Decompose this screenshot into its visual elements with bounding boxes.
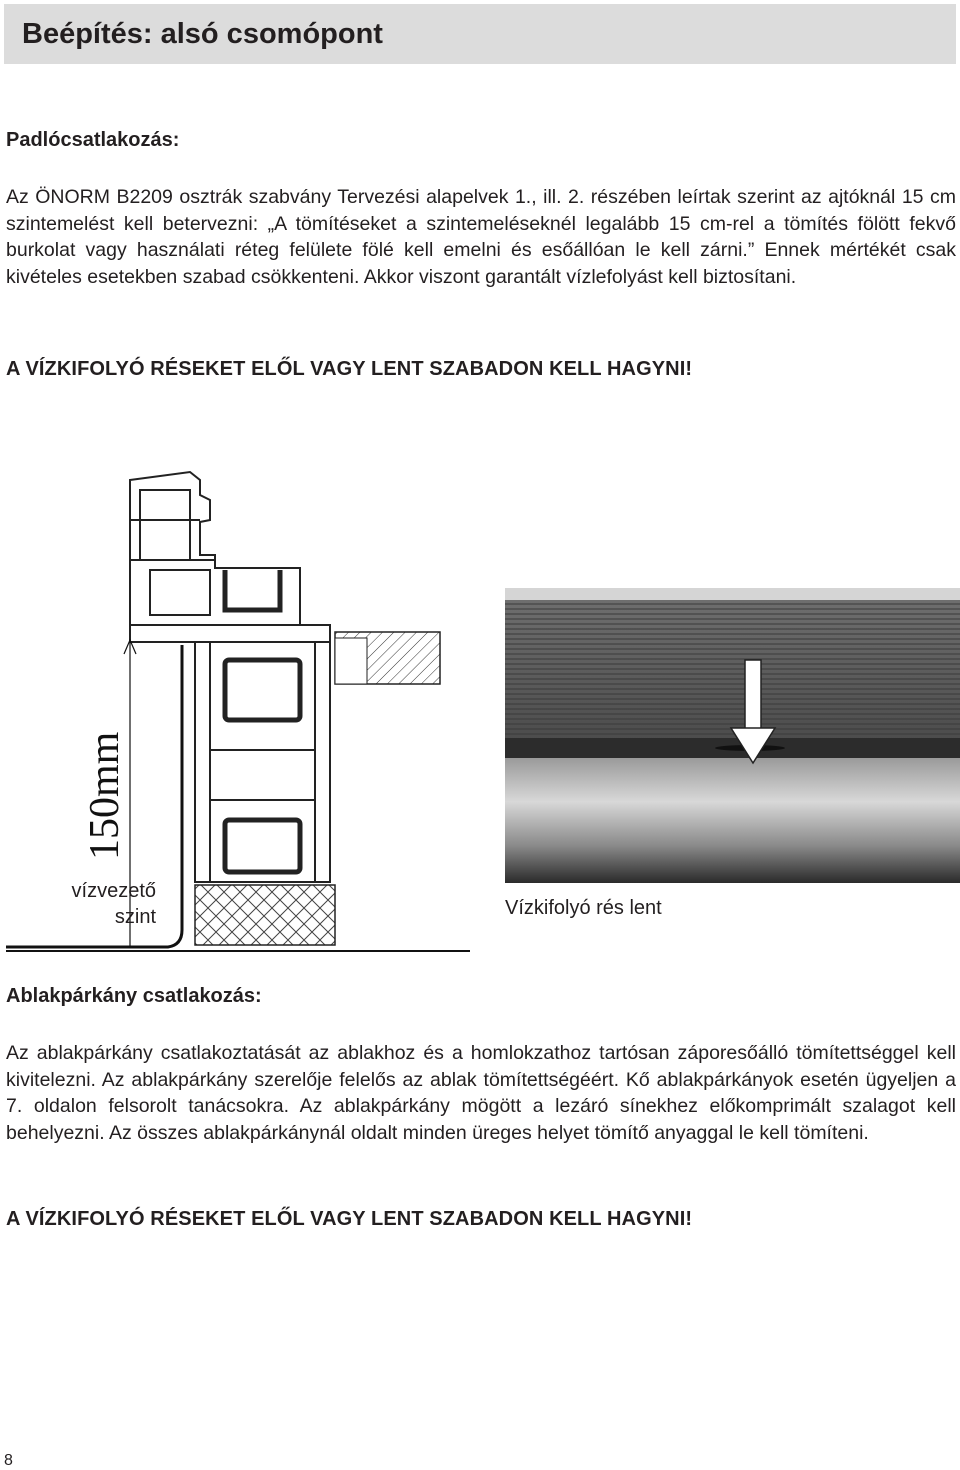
section-heading-floor: Padlócsatlakozás: <box>6 129 180 151</box>
level-label-line2: szint <box>114 906 156 928</box>
paragraph-floor: Az ÖNORM B2209 osztrák szabvány Tervezési alapelvek 1., ill. 2. részében leírtak szerint az ajtóknál 15 cm szintemelést kell betervezni: „A tömítéseket a szintemeléseknél legalább 15 cm-rel a tömítés fölött fekvő burkolat vagy használati réteg felülete fölé kell emelni és esőállóan le kell zárni.” Ennek mértékét csak kivételes esetekben szabad csökkenteni. Akkor viszont garantált vízlefolyást kell biztosítani. <box>6 186 956 288</box>
dimension-label: 150mm <box>82 731 128 860</box>
level-label <box>66 878 156 930</box>
drainage-slot-photo <box>505 588 960 883</box>
photo-caption: Vízkifolyó rés lent <box>505 897 662 919</box>
page-number: 8 <box>4 1452 13 1469</box>
page-header <box>4 4 956 64</box>
page-title: Beépítés: alsó csomópont <box>22 18 383 50</box>
section-heading-sill: Ablakpárkány csatlakozás: <box>6 985 262 1007</box>
warning-floor: A VÍZKIFOLYÓ RÉSEKET ELŐL VAGY LENT SZABADON KELL HAGYNI! <box>6 358 693 380</box>
level-label-line1: vízvezető <box>71 880 156 902</box>
warning-sill: A VÍZKIFOLYÓ RÉSEKET ELŐL VAGY LENT SZABADON KELL HAGYNI! <box>6 1208 693 1230</box>
paragraph-sill: Az ablakpárkány csatlakoztatását az ablakhoz és a homlokzathoz tartósan záporesőálló tömítettséggel kell kivitelezni. Az ablakpárkány szerelője felelős az ablak tömítettségéért. Kő ablakpárkányok esetén ügyeljen a 7. oldalon felsorolt tanácsokra. Az ablakpárkány mögött a lezáró sínekhez előkomprimált szalagot kell behelyezni. Az összes ablakpárkánynál oldalt minden üreges helyet tömítő anyaggal le kell tömíteni. <box>6 1042 956 1144</box>
